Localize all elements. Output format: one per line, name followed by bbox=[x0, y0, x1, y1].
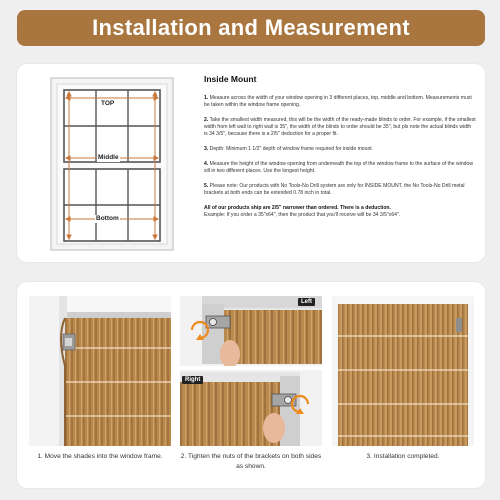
inside-mount-instructions bbox=[204, 74, 476, 219]
instruction-step-2: 2. Take the smallest width measured, this will be the width of the ready-made blinds to order. For example, if the smallest width from left wall to right wall is 35", the width of the blinds to order should be 35", but pls note the actual blinds width is 34 3/5", because there is a 2/5" deduction for a proper fit. bbox=[204, 116, 476, 138]
page-banner-title: Installation and Measurement bbox=[17, 10, 485, 46]
step3-caption: 3. Installation completed. bbox=[366, 453, 440, 460]
window-label-top: TOP bbox=[101, 100, 115, 107]
installation-steps-panel bbox=[17, 282, 485, 488]
deduction-note: All of our products ship are 2/5" narrower than ordered. There is a deduction. Example: If you order a 35"x64", then the product that you'll receive will be 34 3/5"x64". bbox=[204, 204, 401, 218]
inside-mount-panel bbox=[17, 64, 485, 262]
left-tag: Left bbox=[298, 298, 315, 306]
step1-caption: 1. Move the shades into the window frame. bbox=[37, 453, 163, 460]
step3-photo bbox=[332, 296, 474, 446]
inside-mount-title: Inside Mount bbox=[204, 74, 257, 84]
window-label-middle: Middle bbox=[98, 154, 119, 161]
instruction-step-4: 4. Measure the height of the window opening from underneath the top of the window frame to the surface of the window sill in two different places. Use the longest height. bbox=[204, 160, 474, 174]
step2-photo bbox=[180, 296, 322, 446]
window-illustration bbox=[47, 74, 177, 254]
instruction-step-1: 1. Measure across the width of your window opening in 3 different places, top, middle and bottom. Measurements must be taken within the window frame opening. bbox=[204, 95, 472, 109]
instruction-step-3: 3. Depth: Minimum 1 1/2" depth of window frame required for inside mount. bbox=[204, 146, 374, 153]
right-tag: Right bbox=[182, 376, 203, 384]
step1-photo bbox=[29, 296, 171, 446]
step2-caption: 2. Tighten the nuts of the brackets on both sides as shown. bbox=[180, 453, 322, 470]
window-label-bottom: Bottom bbox=[96, 215, 119, 222]
instruction-step-5: 5. Please note: Our products with No Tools-No Drill system are only for INSIDE MOUNT, the No Tools-No Drill metal brackets at both ends can be extended 0.78 inch in total. bbox=[204, 182, 465, 196]
